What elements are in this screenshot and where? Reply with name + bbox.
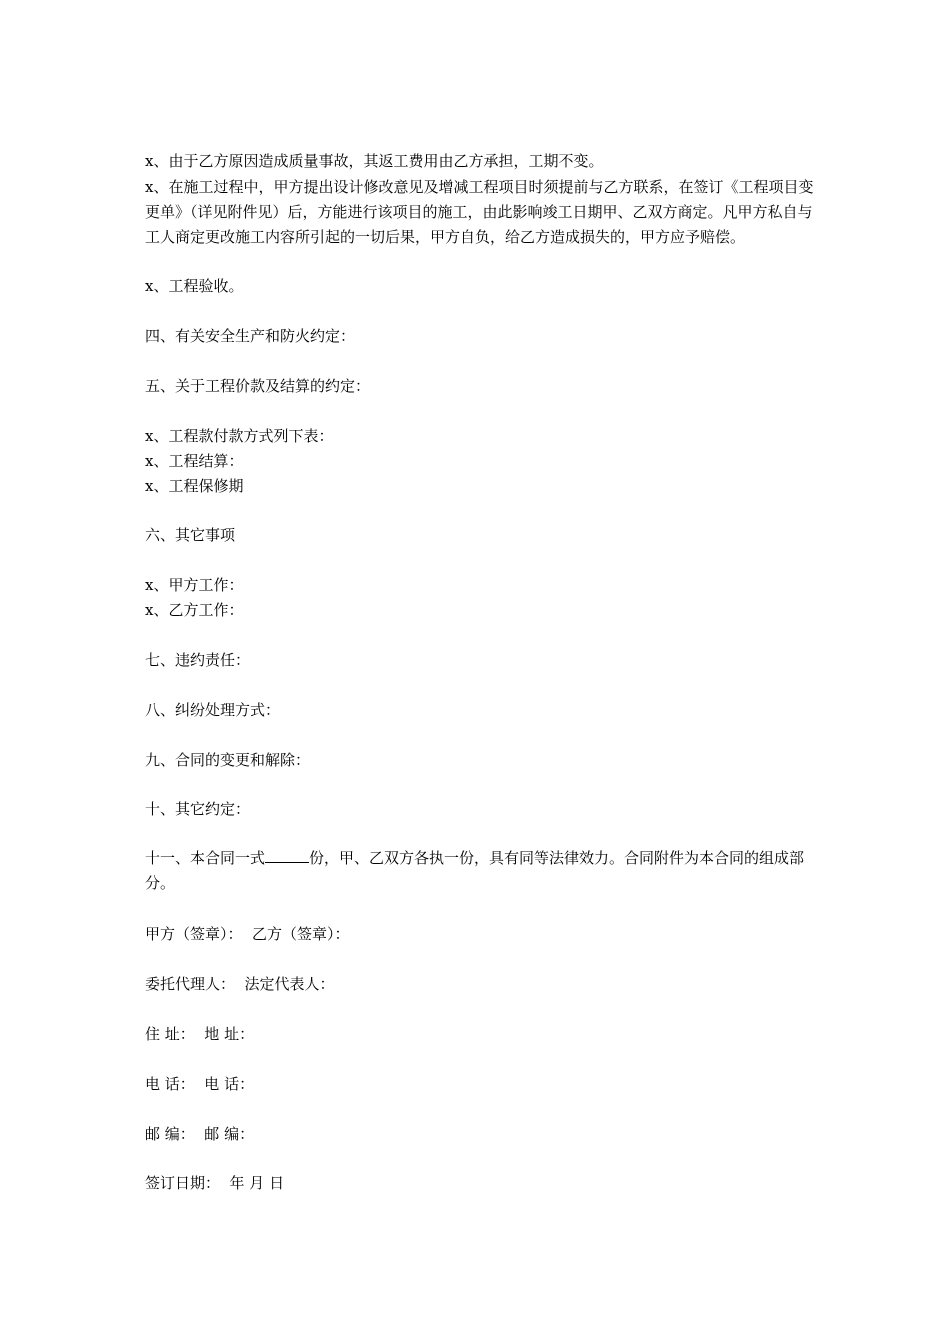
copies-prefix: 十一、本合同一式	[145, 849, 266, 867]
item-warranty: x、工程保修期	[145, 477, 244, 495]
section-safety-fire: 四、有关安全生产和防火约定：	[145, 327, 356, 345]
item-party-a-work: x、甲方工作：	[145, 576, 244, 594]
section-other-matters: 六、其它事项	[145, 526, 236, 544]
signing-date-line: 签订日期： 年 月 日	[145, 1174, 285, 1192]
section-change-termination: 九、合同的变更和解除：	[145, 751, 311, 769]
address-line: 住 址： 地 址：	[145, 1025, 255, 1043]
clause-quality-accident: x、由于乙方原因造成质量事故，其返工费用由乙方承担，工期不变。	[145, 152, 604, 170]
item-payment-method: x、工程款付款方式列下表：	[145, 427, 334, 445]
section-dispute: 八、纠纷处理方式：	[145, 701, 281, 719]
clause-design-change: x、在施工过程中，甲方提出设计修改意见及增减工程项目时须提前与乙方联系，在签订《工程项目变更单》（详见附件见）后，方能进行该项目的施工，由此影响竣工日期甲、乙双方商定。凡甲方私自与工人商定更改施工内容所引起的一切后果，甲方自负，给乙方造成损失的，甲方应予赔偿。	[145, 178, 814, 246]
section-breach: 七、违约责任：	[145, 651, 251, 669]
signature-line: 甲方（签章）： 乙方（签章）：	[145, 925, 350, 943]
agent-representative-line: 委托代理人： 法定代表人：	[145, 975, 335, 993]
section-price-settlement: 五、关于工程价款及结算的约定：	[145, 377, 371, 395]
postcode-line: 邮 编： 邮 编：	[145, 1125, 255, 1143]
item-party-b-work: x、乙方工作：	[145, 601, 244, 619]
section-copies	[145, 846, 815, 896]
phone-line: 电 话： 电 话：	[145, 1075, 255, 1093]
section-other-agreements: 十、其它约定：	[145, 800, 251, 818]
item-settlement: x、工程结算：	[145, 452, 244, 470]
copies-suffix: 份，甲、乙双方各执一份，具有同等法律效力。合同附件为本合同的组成部分。	[145, 849, 805, 892]
clause-acceptance: x、工程验收。	[145, 277, 244, 295]
copies-blank	[265, 846, 309, 863]
